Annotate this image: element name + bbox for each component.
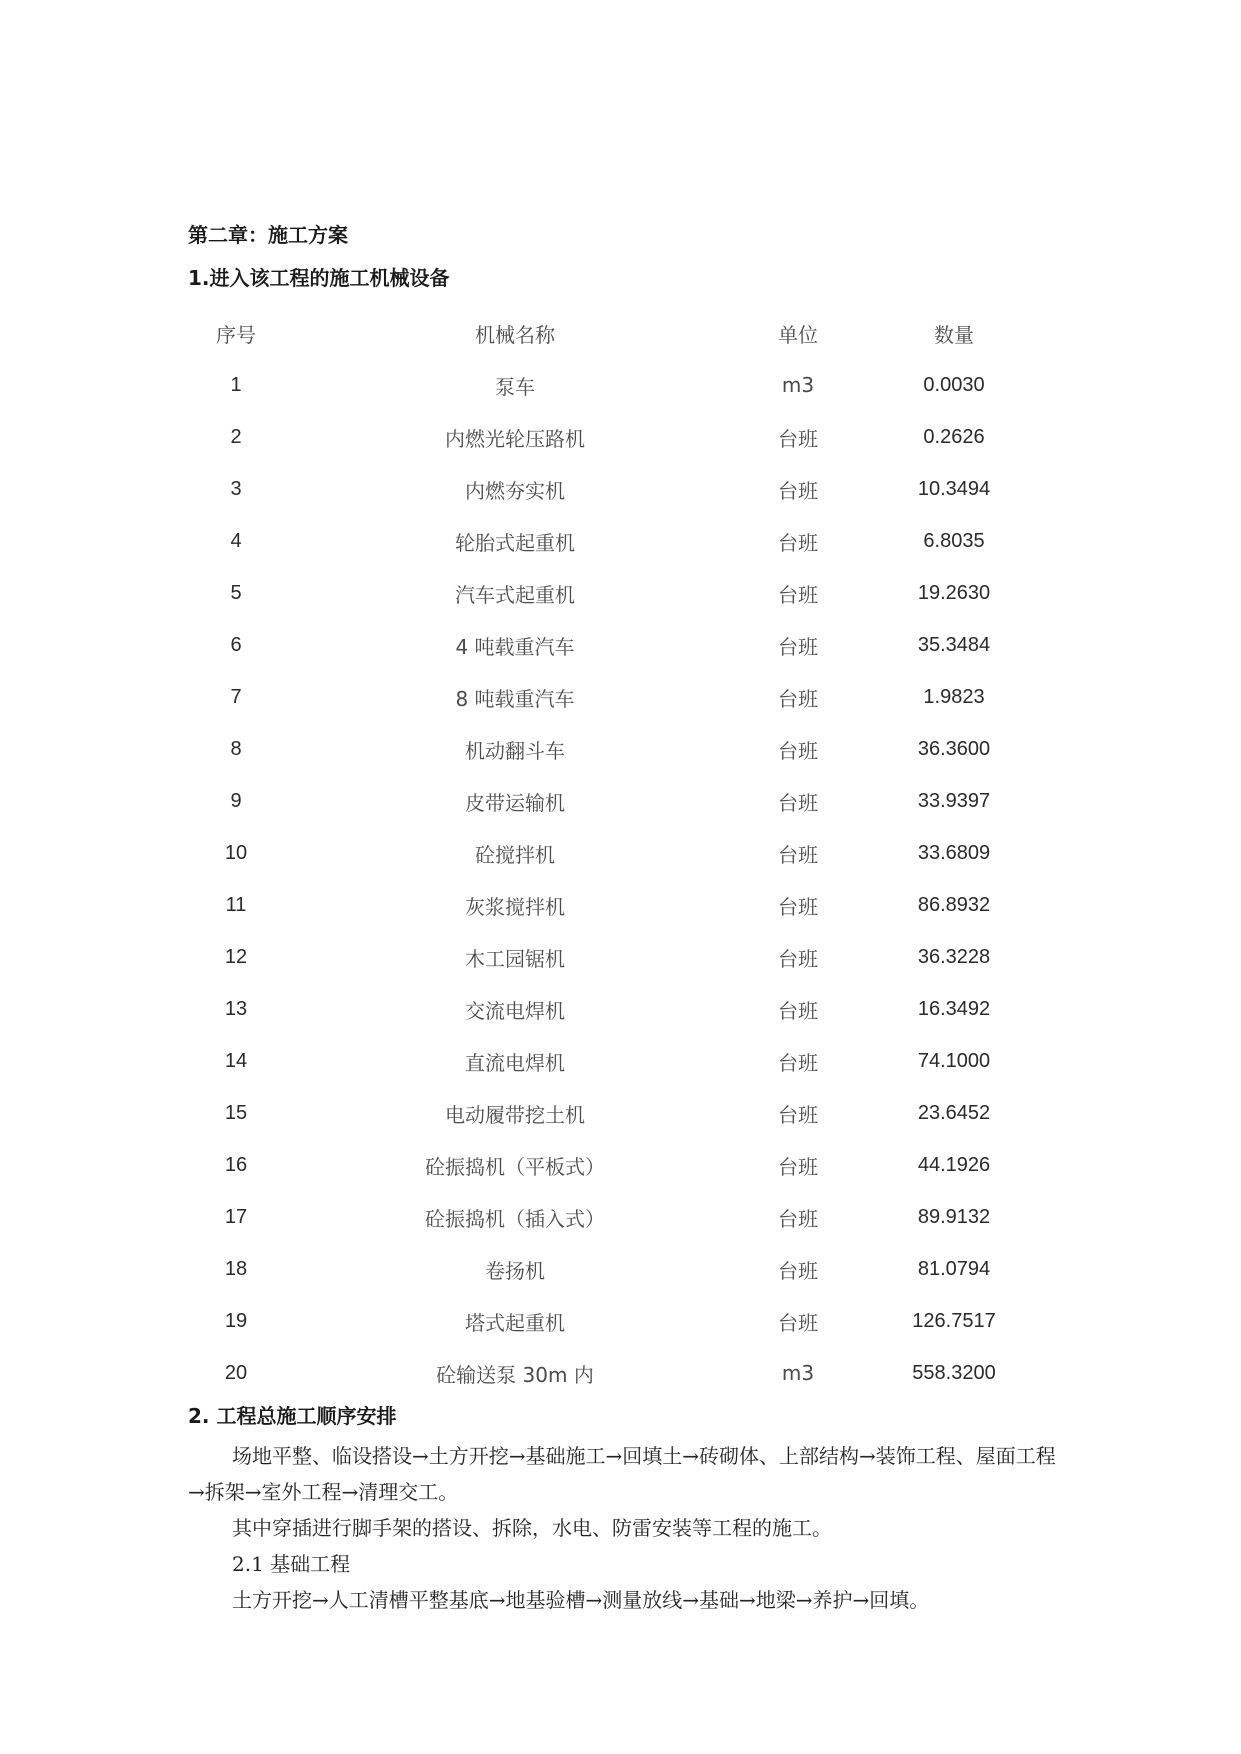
cell-machine-name: 砼搅拌机 — [475, 842, 555, 867]
cell-machine-name: 砼振捣机（插入式） — [425, 1206, 605, 1231]
table-row — [188, 879, 1058, 931]
cell-serial-number: 16 — [224, 1153, 248, 1176]
cell-serial-number: 20 — [224, 1361, 248, 1384]
table-row — [188, 1139, 1058, 1191]
cell-serial-number: 5 — [230, 581, 242, 604]
header-machine-name: 机械名称 — [475, 322, 555, 347]
cell-quantity: 81.0794 — [917, 1257, 991, 1280]
cell-serial-number: 18 — [224, 1257, 248, 1280]
cell-quantity: 16.3492 — [917, 997, 991, 1020]
cell-serial-number: 8 — [230, 737, 242, 760]
cell-unit: 台班 — [778, 946, 818, 971]
table-row — [188, 359, 1058, 411]
cell-quantity: 89.9132 — [917, 1205, 991, 1228]
table-row — [188, 619, 1058, 671]
cell-serial-number: 9 — [230, 789, 242, 812]
cell-serial-number: 10 — [224, 841, 248, 864]
table-row — [188, 567, 1058, 619]
cell-machine-name: 直流电焊机 — [465, 1050, 565, 1075]
cell-serial-number: 17 — [224, 1205, 248, 1228]
cell-machine-name: 皮带运输机 — [465, 790, 565, 815]
cell-machine-name: 内燃光轮压路机 — [445, 426, 585, 451]
header-serial-number: 序号 — [216, 322, 256, 347]
cell-serial-number: 15 — [224, 1101, 248, 1124]
cell-quantity: 33.6809 — [917, 841, 991, 864]
table-row — [188, 671, 1058, 723]
cell-unit: 台班 — [778, 998, 818, 1023]
cell-machine-name: 电动履带挖土机 — [445, 1102, 585, 1127]
cell-quantity: 1.9823 — [923, 685, 985, 708]
table-header-row — [188, 307, 1058, 359]
table-row — [188, 775, 1058, 827]
cell-unit: 台班 — [778, 842, 818, 867]
table-row — [188, 411, 1058, 463]
paragraph-sequence: 场地平整、临设搭设→土方开挖→基础施工→回填土→砖砌体、上部结构→装饰工程、屋面工程→拆架→室外工程→清理交工。 — [188, 1444, 1056, 1504]
cell-serial-number: 7 — [230, 685, 242, 708]
table-row — [188, 1243, 1058, 1295]
cell-unit: 台班 — [778, 1206, 818, 1231]
header-quantity: 数量 — [934, 322, 974, 347]
cell-quantity: 19.2630 — [917, 581, 991, 604]
cell-quantity: 36.3228 — [917, 945, 991, 968]
table-row — [188, 827, 1058, 879]
cell-quantity: 44.1926 — [917, 1153, 991, 1176]
cell-serial-number: 12 — [224, 945, 248, 968]
cell-unit: 台班 — [778, 686, 818, 711]
cell-unit: 台班 — [778, 790, 818, 815]
header-unit: 单位 — [778, 322, 818, 347]
table-body — [188, 359, 1058, 1399]
cell-quantity: 0.0030 — [923, 373, 985, 396]
cell-unit: 台班 — [778, 530, 818, 555]
cell-machine-name: 卷扬机 — [485, 1258, 545, 1283]
cell-unit: m3 — [781, 373, 815, 397]
cell-quantity: 6.8035 — [923, 529, 985, 552]
cell-serial-number: 6 — [230, 633, 242, 656]
cell-quantity: 10.3494 — [917, 477, 991, 500]
cell-machine-name: 8 吨载重汽车 — [455, 686, 575, 711]
cell-serial-number: 13 — [224, 997, 248, 1020]
cell-unit: 台班 — [778, 1050, 818, 1075]
cell-serial-number: 4 — [230, 529, 242, 552]
cell-quantity: 23.6452 — [917, 1101, 991, 1124]
cell-unit: 台班 — [778, 1154, 818, 1179]
cell-machine-name: 内燃夯实机 — [465, 478, 565, 503]
section-title-machinery: 1.进入该工程的施工机械设备 — [188, 266, 450, 290]
paragraph-interleaved-work: 其中穿插进行脚手架的搭设、拆除，水电、防雷安装等工程的施工。 — [232, 1516, 832, 1540]
cell-quantity: 35.3484 — [917, 633, 991, 656]
subsection-title-foundation: 2.1 基础工程 — [232, 1552, 351, 1576]
cell-unit: 台班 — [778, 1310, 818, 1335]
cell-quantity: 74.1000 — [917, 1049, 991, 1072]
cell-machine-name: 4 吨载重汽车 — [455, 634, 575, 659]
cell-machine-name: 泵车 — [495, 374, 535, 399]
chapter-title: 第二章：施工方案 — [188, 223, 348, 247]
cell-unit: 台班 — [778, 738, 818, 763]
table-row — [188, 723, 1058, 775]
cell-quantity: 33.9397 — [917, 789, 991, 812]
cell-unit: 台班 — [778, 426, 818, 451]
table-row — [188, 983, 1058, 1035]
cell-quantity: 0.2626 — [923, 425, 985, 448]
cell-machine-name: 砼输送泵 30m 内 — [436, 1362, 594, 1387]
cell-machine-name: 砼振捣机（平板式） — [425, 1154, 605, 1179]
cell-serial-number: 14 — [224, 1049, 248, 1072]
table-row — [188, 931, 1058, 983]
cell-serial-number: 11 — [225, 893, 247, 916]
cell-serial-number: 19 — [224, 1309, 248, 1332]
cell-unit: m3 — [781, 1361, 815, 1385]
cell-unit: 台班 — [778, 894, 818, 919]
cell-machine-name: 木工园锯机 — [465, 946, 565, 971]
cell-quantity: 86.8932 — [917, 893, 991, 916]
table-row — [188, 515, 1058, 567]
table-row — [188, 1295, 1058, 1347]
cell-unit: 台班 — [778, 478, 818, 503]
cell-serial-number: 3 — [230, 477, 242, 500]
table-row — [188, 1191, 1058, 1243]
cell-serial-number: 1 — [230, 373, 242, 396]
cell-quantity: 558.3200 — [912, 1361, 996, 1384]
machinery-table — [188, 307, 1058, 1399]
cell-quantity: 126.7517 — [912, 1309, 996, 1332]
cell-machine-name: 机动翻斗车 — [465, 738, 565, 763]
table-row — [188, 463, 1058, 515]
cell-unit: 台班 — [778, 634, 818, 659]
cell-machine-name: 塔式起重机 — [465, 1310, 565, 1335]
table-row — [188, 1087, 1058, 1139]
cell-machine-name: 交流电焊机 — [465, 998, 565, 1023]
cell-machine-name: 灰浆搅拌机 — [465, 894, 565, 919]
cell-unit: 台班 — [778, 1258, 818, 1283]
cell-quantity: 36.3600 — [917, 737, 991, 760]
cell-serial-number: 2 — [230, 425, 242, 448]
cell-machine-name: 轮胎式起重机 — [455, 530, 575, 555]
cell-machine-name: 汽车式起重机 — [455, 582, 575, 607]
table-row — [188, 1347, 1058, 1399]
table-row — [188, 1035, 1058, 1087]
cell-unit: 台班 — [778, 1102, 818, 1127]
paragraph-foundation-steps: 土方开挖→人工清槽平整基底→地基验槽→测量放线→基础→地梁→养护→回填。 — [232, 1588, 930, 1612]
cell-unit: 台班 — [778, 582, 818, 607]
section-title-construction-sequence: 2. 工程总施工顺序安排 — [188, 1404, 397, 1428]
